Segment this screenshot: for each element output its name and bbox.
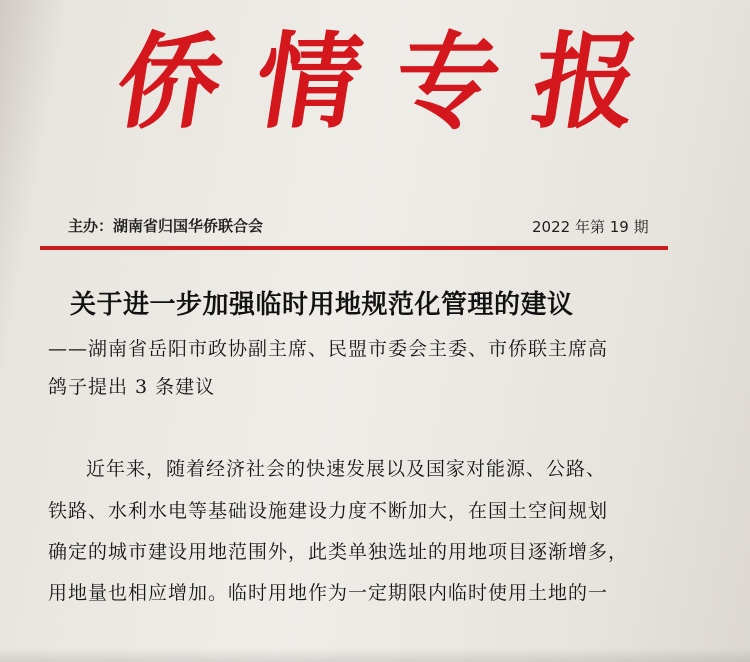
body-text-line: 确定的城市建设用地范围外，此类单独选址的用地项目逐渐增多， [48, 541, 629, 563]
masthead-char-4: 报 [524, 21, 648, 143]
article-subtitle-line-1: ——湖南省岳阳市政协副主席、民盟市委会主委、市侨联主席高 [48, 338, 609, 360]
masthead-char-1: 侨 [108, 21, 232, 143]
masthead-char-2: 情 [246, 21, 371, 143]
masthead-char-3: 专 [385, 21, 509, 143]
article-subtitle-line-2: 鸽子提出 3 条建议 [48, 376, 216, 398]
page-shadow [0, 648, 750, 662]
sponsor-line: 主办：湖南省归国华侨联合会 [68, 217, 264, 235]
body-text-line: 用地量也相应增加。临时用地作为一定期限内临时使用土地的一 [48, 582, 609, 604]
header-divider [40, 246, 668, 250]
body-text-line: 近年来，随着经济社会的快速发展以及国家对能源、公路、 [86, 458, 607, 480]
body-text-line: 铁路、水利水电等基础设施建设力度不断加大，在国土空间规划 [48, 500, 609, 522]
issue-number: 2022 年第 19 期 [532, 218, 649, 236]
masthead-title [107, 12, 649, 152]
article-title: 关于进一步加强临时用地规范化管理的建议 [70, 290, 574, 320]
